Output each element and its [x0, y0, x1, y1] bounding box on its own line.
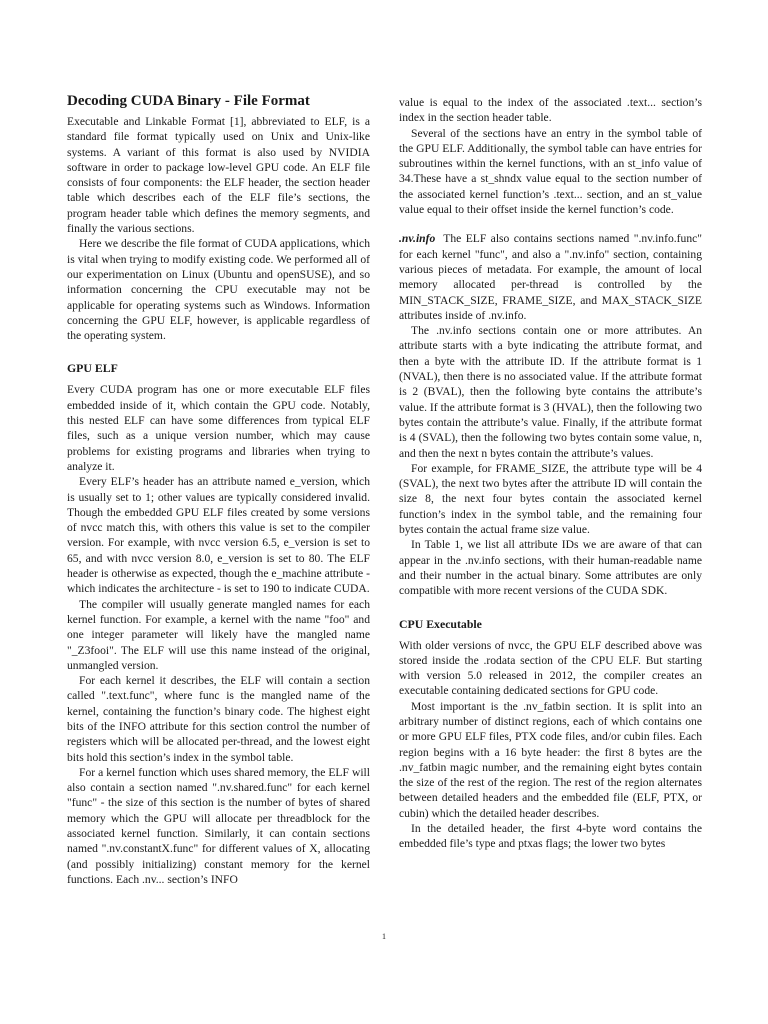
- intro-paragraph: Here we describe the file format of CUDA applications, which is vital when trying to modify existing code. We performed all of our experimentation on Linux (Ubuntu and openSUSE), and so information concerning the CPU executable may not be applicable for operating systems such as Windows. Information concerning the GPU ELF, however, is applicable regardless of the operating system.: [67, 237, 370, 343]
- gpu-elf-paragraph: For each kernel it describes, the ELF will contain a section called ".text.func", where func is the mangled name of the kernel, containing the function’s binary code. The highest eight bits of the INFO attribute for this section control the number of registers which will be allocated per-thread, and the lowest eight bits hold this section’s index in the symbol table.: [67, 674, 370, 764]
- left-column: [67, 90, 370, 887]
- nv-info-paragraph: In Table 1, we list all attribute IDs we are aware of that can appear in the .nv.info sections, with their human-readable name and their number in the actual binary. Some attributes are only compatible with more recent versions of the CUDA SDK.: [399, 538, 702, 598]
- gpu-elf-paragraph: Every ELF’s header has an attribute named e_version, which is usually set to 1; other values are typically considered invalid. Though the embedded GPU ELF files created by some versions of nvcc match this, with others this value is set to the compiler version. For example, with nvcc version 6.5, e_version is set to 65, and with nvcc version 8.0, e_version is set to 80. The ELF header is otherwise as expected, though the e_machine attribute - which indicates the architecture - is set to 190 to indicate CUDA.: [67, 475, 370, 596]
- gpu-elf-paragraph: For a kernel function which uses shared memory, the ELF will also contain a section named ".nv.shared.func" for each kernel "func" - the size of this section is the number of bytes of shared memory which the GPU will allocate per threadblock for the associated kernel function. Similarly, it can contain sections named ".nv.constantX.func" for different values of X, allocating (and possibly initializing) constant memory for the kernel functions. Each .nv... section’s INFO: [67, 765, 370, 886]
- section-heading-gpu-elf: GPU ELF: [67, 361, 118, 376]
- paragraph-gap: [399, 217, 702, 231]
- page-number: 1: [382, 932, 386, 941]
- cpu-exec-paragraph: With older versions of nvcc, the GPU ELF described above was stored inside the .rodata section of the CPU ELF. But starting with version 5.0 released in 2012, the compiler creates an executable containing dedicated sections for GPU code.: [399, 638, 702, 698]
- nv-info-paragraph: [399, 231, 702, 323]
- right-column: [399, 95, 702, 852]
- cpu-exec-paragraph: Most important is the .nv_fatbin section. It is split into an arbitrary number of distinct regions, each of which contains one or more GPU ELF files, PTX code files, and/or cubin files. Each region begins with a 16 byte header: the first 8 bytes are the .nv_fatbin magic number, and the remaining eight bytes contain the size of the rest of the region. The rest of the region alternates between detailed headers and the embedded file (ELF, PTX, or cubin) which the detailed header describes.: [399, 699, 702, 820]
- continued-paragraph: value is equal to the index of the associated .text... section’s index in the section header table.: [399, 96, 702, 125]
- symbol-table-paragraph: Several of the sections have an entry in the symbol table of the GPU ELF. Additionally, the symbol table can have entries for subroutines within the kernel functions, with an st_info value of 34.These have a st_shndx value equal to the section number of the associated kernel function’s .text... section, and an st_value value equal to their offset inside the kernel function’s code.: [399, 126, 702, 217]
- gpu-elf-paragraph: The compiler will usually generate mangled names for each kernel function. For example, a kernel with the name "foo" and one integer parameter will likely have the mangled name "_Z3fooi". The ELF will use this name instead of the original, unmangled version.: [67, 597, 370, 672]
- nv-info-paragraph-text: The ELF also contains sections named ".nv.info.func" for each kernel "func", and also a ".nv.info" section, containing various pieces of metadata. For example, the amount of local memory allocated per-thread is controlled by the MIN_STACK_SIZE, FRAME_SIZE, and MAX_STACK_SIZE attributes inside of .nv.info.: [399, 232, 702, 322]
- paper-title: Decoding CUDA Binary - File Format: [67, 93, 310, 109]
- nv-info-paragraph: For example, for FRAME_SIZE, the attribute type will be 4 (SVAL), the next two bytes after the attribute ID will contain the size 8, the next four bytes contain the associated kernel function’s index in the symbol table, and the remaining four bytes contain the actual frame size value.: [399, 461, 702, 537]
- cpu-exec-paragraph: In the detailed header, the first 4-byte word contains the embedded file’s type and ptxas flags; the lower two bytes: [399, 822, 702, 851]
- nv-info-runin-heading: .nv.info: [399, 232, 436, 246]
- section-heading-cpu-executable: CPU Executable: [399, 616, 482, 631]
- intro-paragraph: Executable and Linkable Format [1], abbreviated to ELF, is a standard file format typically used on Unix and Unix-like systems. A variant of this format is also used by NVIDIA software in order to package low-level GPU code. An ELF file consists of four components: the ELF header, the section header table which describes each of the ELF file’s sections, the program header table which defines the memory segments, and finally the various sections.: [67, 115, 370, 236]
- gpu-elf-paragraph: Every CUDA program has one or more executable ELF files embedded inside of it, which contain the GPU code. Notably, this nested ELF can have some differences from typical ELF files, such as a unique version number, which may cause problems for existing programs and libraries when trying to analyze it.: [67, 383, 370, 473]
- nv-info-paragraph: The .nv.info sections contain one or more attributes. An attribute starts with a byte indicating the attribute format, and then a byte with the attribute ID. If the attribute format is 1 (NVAL), then there is no associated value. If the attribute format is 2 (BVAL), then the following byte contains the attribute’s value. If the attribute format is 3 (HVAL), then the following two bytes contain the attribute’s value. Finally, if the attribute format is 4 (SVAL), then the following two bytes contain some value, n, and then the next n bytes contain the attribute’s values.: [399, 324, 702, 460]
